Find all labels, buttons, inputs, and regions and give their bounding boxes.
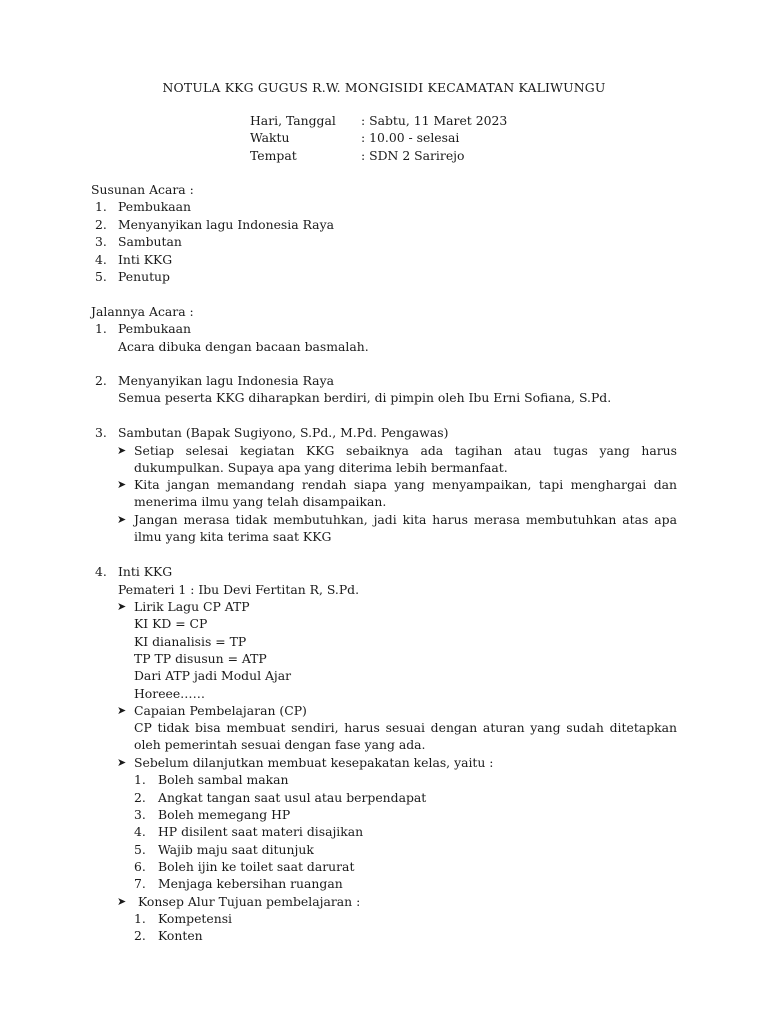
agenda-item: Sambutan	[118, 234, 182, 249]
section-text: Semua peserta KKG diharapkan berdiri, di pimpin oleh Ibu Erni Sofiana, S.Pd.	[118, 390, 612, 405]
document-title: NOTULA KKG GUGUS R.W. MONGISIDI KECAMATAN KALIWUNGU	[162, 80, 606, 95]
section-number: 3.	[95, 425, 107, 440]
agenda-item-number: 3.	[95, 234, 107, 249]
bullet-title: Capaian Pembelajaran (CP)	[134, 703, 307, 718]
agenda-item: Inti KKG	[118, 252, 173, 267]
bullet-title: Lirik Lagu CP ATP	[134, 599, 250, 614]
agenda-item-number: 4.	[95, 252, 107, 267]
concept-item: Konten	[158, 928, 203, 943]
agreement-item: Menjaga kebersihan ruangan	[158, 876, 343, 891]
section-number: 1.	[95, 321, 107, 336]
lyric-line: TP TP disusun = ATP	[134, 651, 267, 666]
section-title: Inti KKG	[118, 564, 173, 579]
meta-label-time: Waktu	[250, 130, 290, 145]
speaker-line: Pemateri 1 : Ibu Devi Fertitan R, S.Pd.	[118, 582, 360, 597]
arrowhead-bullet-icon: ➤	[117, 600, 127, 613]
arrowhead-bullet-icon: ➤	[117, 756, 127, 769]
agreement-item: HP disilent saat materi disajikan	[158, 824, 364, 839]
agenda-item-number: 2.	[95, 217, 107, 232]
section-title: Menyanyikan lagu Indonesia Raya	[118, 373, 334, 388]
arrowhead-bullet-icon: ➤	[117, 444, 127, 457]
concept-item: Kompetensi	[158, 911, 233, 926]
agreement-item: Boleh sambal makan	[158, 772, 289, 787]
proceedings-heading: Jalannya Acara :	[91, 304, 194, 319]
meta-value-place: : SDN 2 Sarirejo	[361, 148, 465, 163]
bullet-title: Sebelum dilanjutkan membuat kesepakatan kelas, yaitu :	[134, 755, 494, 770]
concept-number: 1.	[134, 911, 146, 926]
agenda-item-number: 5.	[95, 269, 107, 284]
agenda-heading: Susunan Acara :	[91, 182, 194, 197]
bullet-title: Konsep Alur Tujuan pembelajaran :	[134, 894, 361, 909]
agreement-number: 7.	[134, 876, 146, 891]
arrowhead-bullet-icon: ➤	[117, 513, 127, 526]
section-number: 4.	[95, 564, 107, 579]
section-title: Sambutan (Bapak Sugiyono, S.Pd., M.Pd. Pengawas)	[118, 425, 449, 440]
lyric-line: KI KD = CP	[134, 616, 208, 631]
bullet-text: CP tidak bisa membuat sendiri, harus sesuai dengan aturan yang sudah ditetapkan oleh pemerintah sesuai dengan fase yang ada.	[134, 720, 677, 753]
agreement-item: Boleh memegang HP	[158, 807, 291, 822]
agreement-number: 3.	[134, 807, 146, 822]
agenda-item: Menyanyikan lagu Indonesia Raya	[118, 217, 334, 232]
agreement-item: Boleh ijin ke toilet saat darurat	[158, 859, 355, 874]
agreement-item: Wajib maju saat ditunjuk	[158, 842, 314, 857]
meta-value-date: : Sabtu, 11 Maret 2023	[361, 113, 508, 128]
concept-number: 2.	[134, 928, 146, 943]
lyric-line: Horeee……	[134, 686, 205, 701]
meta-label-date: Hari, Tanggal	[250, 113, 336, 128]
agreement-number: 2.	[134, 790, 146, 805]
agreement-item: Angkat tangan saat usul atau berpendapat	[158, 790, 427, 805]
agenda-item: Pembukaan	[118, 199, 192, 214]
lyric-line: KI dianalisis = TP	[134, 634, 247, 649]
arrowhead-bullet-icon: ➤	[117, 478, 127, 491]
lyric-line: Dari ATP jadi Modul Ajar	[134, 668, 292, 683]
agreement-number: 4.	[134, 824, 146, 839]
agreement-number: 6.	[134, 859, 146, 874]
agenda-item-number: 1.	[95, 199, 107, 214]
section-title: Pembukaan	[118, 321, 192, 336]
section-text: Acara dibuka dengan bacaan basmalah.	[118, 339, 369, 354]
remark-bullet-text: Setiap selesai kegiatan KKG sebaiknya ada tagihan atau tugas yang harus dukumpulkan. Supaya apa yang diterima lebih bermanfaat.	[134, 443, 677, 476]
agreement-number: 1.	[134, 772, 146, 787]
meta-value-time: : 10.00 - selesai	[361, 130, 460, 145]
section-number: 2.	[95, 373, 107, 388]
arrowhead-bullet-icon: ➤	[117, 895, 127, 908]
agreement-number: 5.	[134, 842, 146, 857]
arrowhead-bullet-icon: ➤	[117, 704, 127, 717]
agenda-item: Penutup	[118, 269, 170, 284]
remark-bullet-text: Jangan merasa tidak membutuhkan, jadi kita harus merasa membutuhkan atas apa ilmu yang kita terima saat KKG	[134, 512, 677, 545]
meta-label-place: Tempat	[250, 148, 297, 163]
remark-bullet-text: Kita jangan memandang rendah siapa yang menyampaikan, tapi menghargai dan menerima ilmu yang telah disampaikan.	[134, 477, 677, 510]
